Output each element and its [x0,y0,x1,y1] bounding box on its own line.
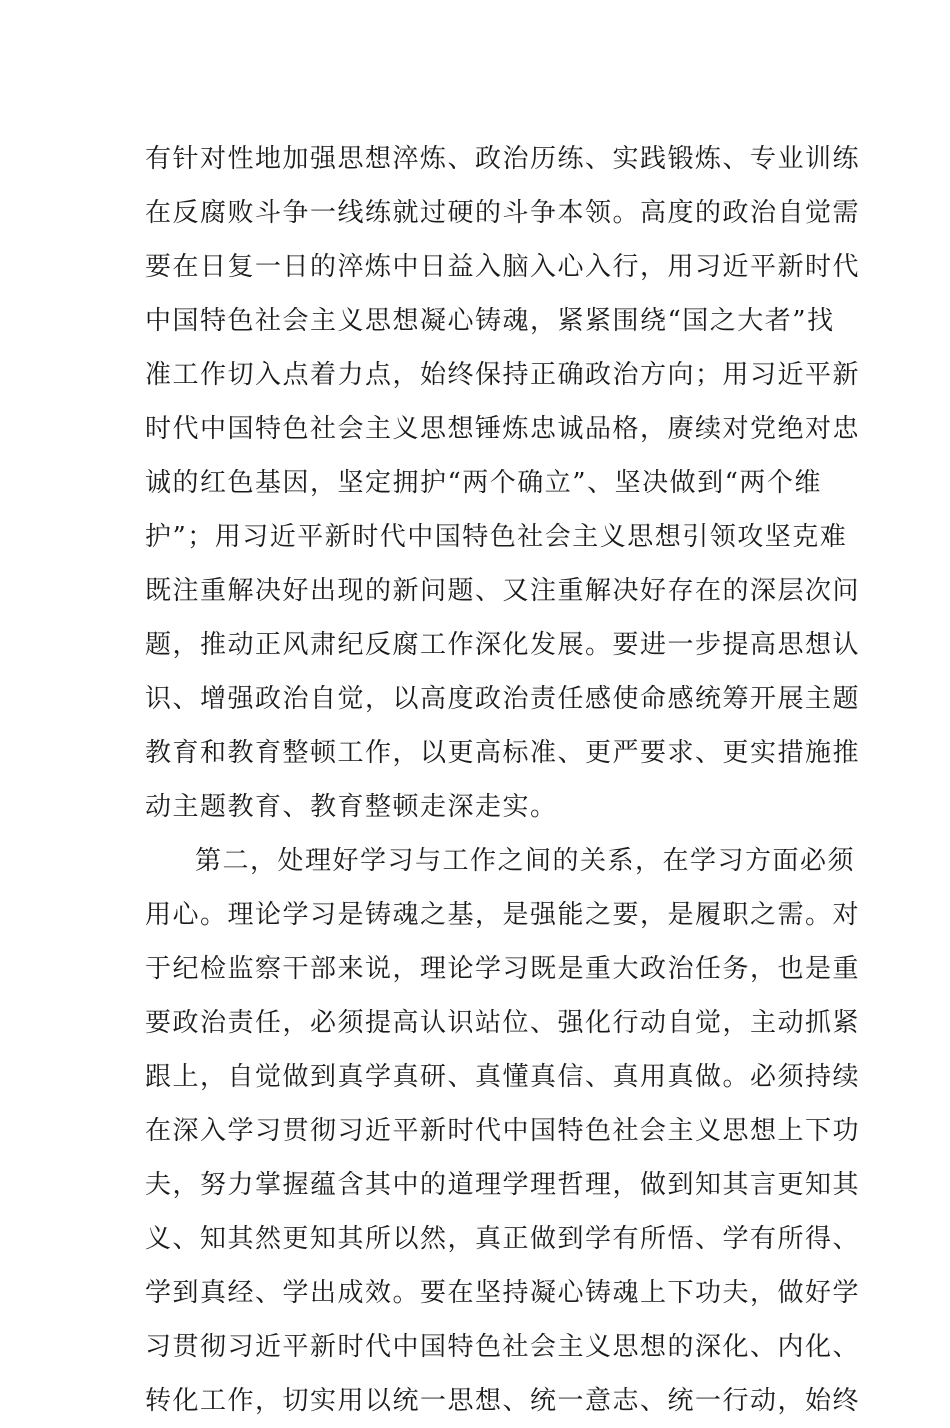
text-line: 要政治责任，必须提高认识站位、强化行动自觉，主动抓紧 [145,1008,861,1038]
text-line: 用心。理论学习是铸魂之基，是强能之要，是履职之需。对 [145,900,861,930]
text-line: 跟上，自觉做到真学真研、真懂真信、真用真做。必须持续 [145,1062,861,1092]
text-line: 夫，努力掌握蕴含其中的道理学理哲理，做到知其言更知其 [145,1170,861,1200]
text-line: 诚的红色基因，坚定拥护“两个确立”、坚决做到“两个维 [145,468,822,498]
text-line: 于纪检监察干部来说，理论学习既是重大政治任务，也是重 [145,954,861,984]
text-line: 在反腐败斗争一线练就过硬的斗争本领。高度的政治自觉需 [145,198,861,228]
text-line: 准工作切入点着力点，始终保持正确政治方向；用习近平新 [145,360,861,390]
text-line: 识、增强政治自觉，以高度政治责任感使命感统筹开展主题 [145,684,861,714]
text-line: 习贯彻习近平新时代中国特色社会主义思想的深化、内化、 [145,1332,861,1362]
text-line: 护”；用习近平新时代中国特色社会主义思想引领攻坚克难 [145,522,848,552]
text-line: 教育和教育整顿工作，以更高标准、更严要求、更实措施推 [145,738,861,768]
text-line: 要在日复一日的淬炼中日益入脑入心入行，用习近平新时代 [145,252,861,282]
text-line: 学到真经、学出成效。要在坚持凝心铸魂上下功夫，做好学 [145,1278,861,1308]
text-line: 有针对性地加强思想淬炼、政治历练、实践锻炼、专业训练 [145,144,861,174]
text-line: 既注重解决好出现的新问题、又注重解决好存在的深层次问 [145,576,861,606]
text-line: 转化工作，切实用以统一思想、统一意志、统一行动，始终 [145,1386,861,1416]
text-line: 题，推动正风肃纪反腐工作深化发展。要进一步提高思想认 [145,630,861,660]
text-line: 在深入学习贯彻习近平新时代中国特色社会主义思想上下功 [145,1116,861,1146]
text-line: 义、知其然更知其所以然，真正做到学有所悟、学有所得、 [145,1224,861,1254]
paragraph-start-line: 第二，处理好学习与工作之间的关系，在学习方面必须 [195,846,856,876]
text-line: 动主题教育、教育整顿走深走实。 [145,792,558,822]
body-text [145,132,861,1428]
text-line: 时代中国特色社会主义思想锤炼忠诚品格，赓续对党绝对忠 [145,414,861,444]
text-line: 中国特色社会主义思想凝心铸魂，紧紧围绕“国之大者”找 [145,306,835,336]
